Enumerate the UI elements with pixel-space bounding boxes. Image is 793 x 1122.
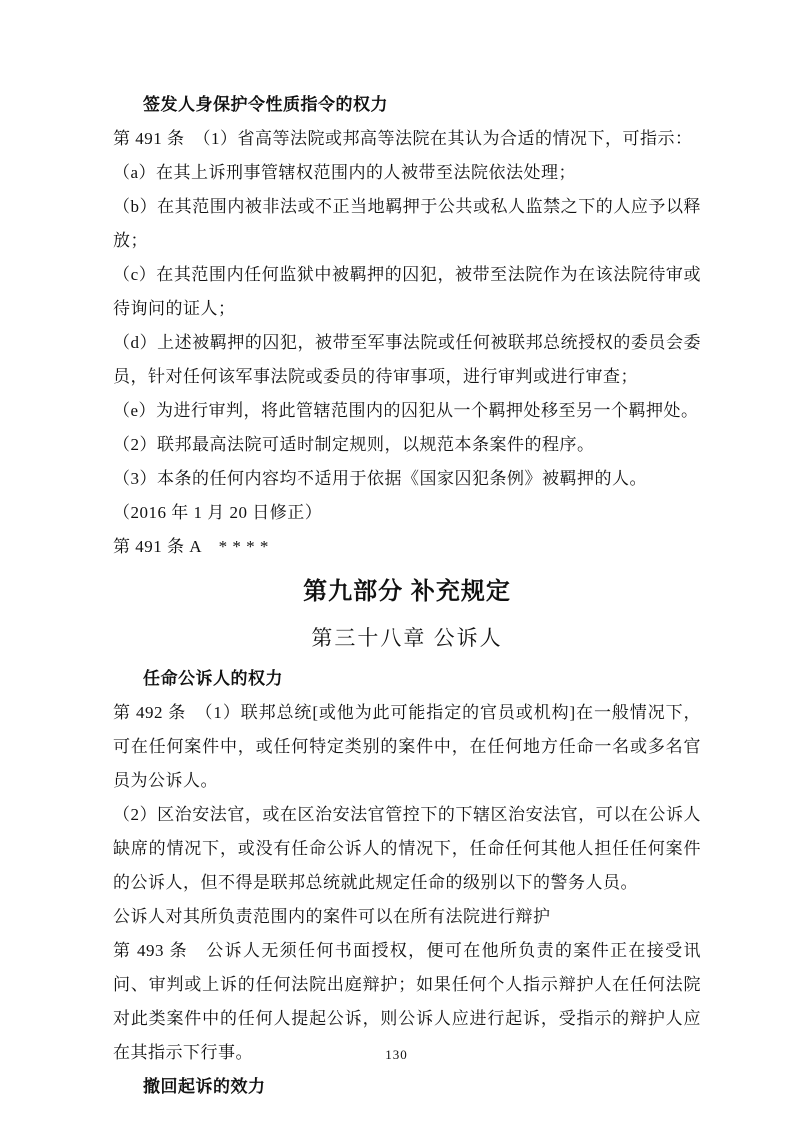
section-heading-appoint-prosecutor: 任命公诉人的权力: [143, 669, 283, 688]
paragraph-491-item-b: （b）在其范围内被非法或不正当地羁押于公共或私人监禁之下的人应予以释放；: [113, 197, 701, 250]
section-heading-withdrawal-effect: 撤回起诉的效力: [143, 1077, 266, 1096]
paragraph-493: 第 493 条 公诉人无须任何书面授权，便可在他所负责的案件正在接受讯问、审判或上诉的任何法院出庭辩护；如果任何个人指示辩护人在任何法院对此类案件中的任何人提起公诉，则公诉人应进行起诉，受指示的辩护人应在其指示下行事。: [113, 941, 701, 1062]
paragraph-amendment-date: （2016 年 1 月 20 日修正）: [113, 503, 323, 522]
paragraph-491-intro: 第 491 条 （1）省高等法院或邦高等法院在其认为合适的情况下，可指示：: [113, 129, 693, 148]
paragraph-491-item-d: （d）上述被羁押的囚犯，被带至军事法院或任何被联邦总统授权的委员会委员，针对任何该军事法院或委员的待审事项，进行审判或进行审查；: [113, 333, 701, 386]
part-title: 第九部分 补充规定: [303, 578, 511, 605]
paragraph-491-clause-2: （2）联邦最高法院可适时制定规则，以规范本条案件的程序。: [113, 435, 595, 454]
paragraph-491-item-e: （e）为进行审判，将此管辖范围内的囚犯从一个羁押处移至另一个羁押处。: [113, 401, 699, 420]
section-heading-habeas-power: 签发人身保护令性质指令的权力: [143, 95, 388, 114]
paragraph-prosecutor-defend-line: 公诉人对其所负责范围内的案件可以在所有法院进行辩护: [113, 907, 551, 926]
paragraph-491-clause-3: （3）本条的任何内容均不适用于依据《国家囚犯条例》被羁押的人。: [113, 469, 647, 488]
chapter-title: 第三十八章 公诉人: [311, 626, 503, 650]
paragraph-491a-stars: 第 491 条 A * * * *: [113, 537, 269, 556]
page-number: 130: [385, 1047, 408, 1062]
paragraph-491-item-c: （c）在其范围内任何监狱中被羁押的囚犯，被带至法院作为在该法院待审或待询问的证人；: [113, 265, 701, 318]
document-body: [113, 88, 701, 1104]
paragraph-491-item-a: （a）在其上诉刑事管辖权范围内的人被带至法院依法处理；: [113, 163, 577, 182]
paragraph-492-clause-2: （2）区治安法官，或在区治安法官管控下的下辖区治安法官，可以在公诉人缺席的情况下，或没有任命公诉人的情况下，任命任何其他人担任任何案件的公诉人，但不得是联邦总统就此规定任命的级别以下的警务人员。: [113, 805, 701, 892]
paragraph-492-clause-1: 第 492 条 （1）联邦总统[或他为此可能指定的官员或机构]在一般情况下，可在任何案件中，或任何特定类别的案件中，在任何地方任命一名或多名官员为公诉人。: [113, 703, 701, 790]
